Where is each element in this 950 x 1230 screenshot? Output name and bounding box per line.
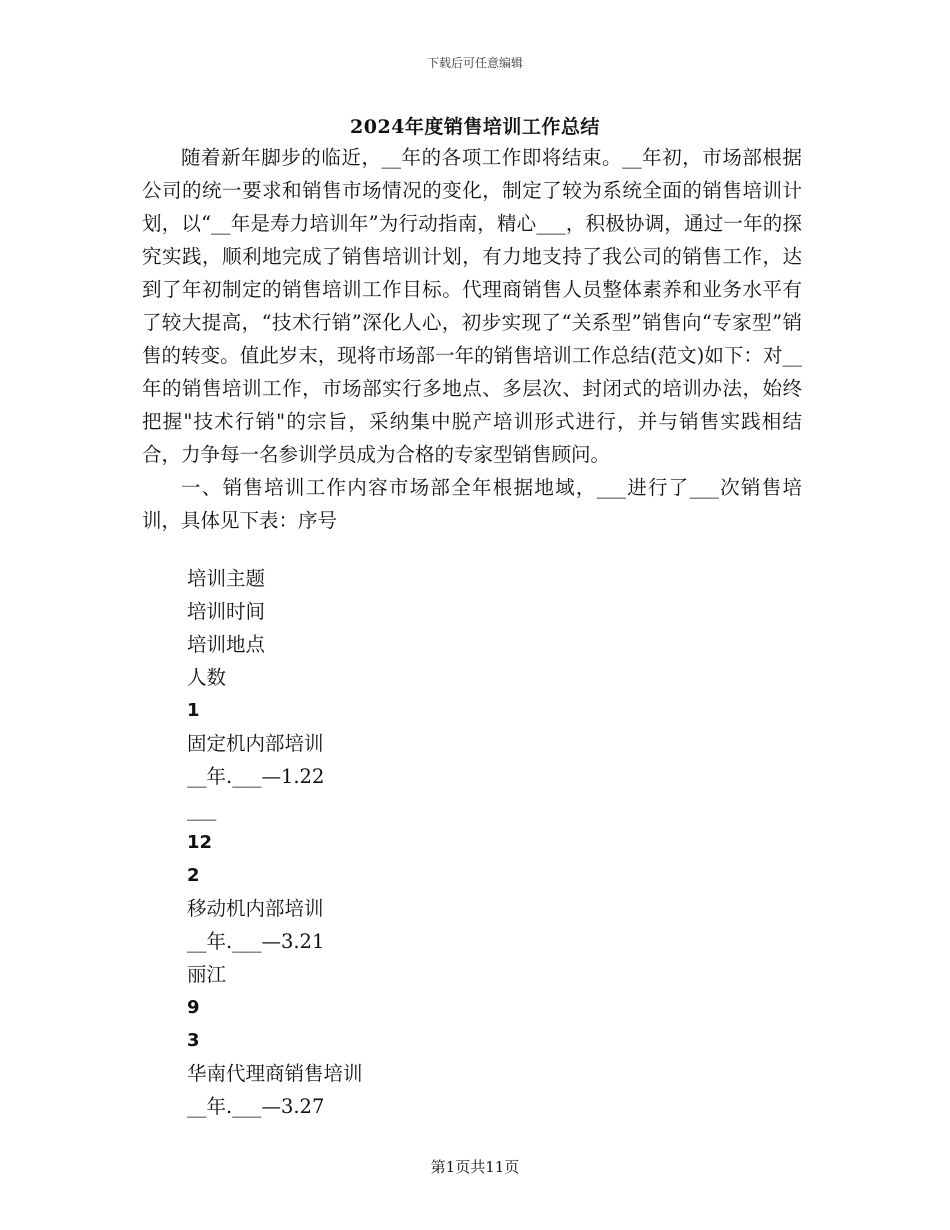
paragraph: 一、销售培训工作内容市场部全年根据地域，___进行了___次销售培训，具体见下表：序号 — [142, 476, 802, 532]
table-line: ___ — [187, 798, 217, 821]
document-title: 2024年度销售培训工作总结 — [350, 116, 600, 138]
table-line: 华南代理商销售培训 — [187, 1062, 363, 1085]
table-line: 9 — [187, 997, 200, 1018]
document-body — [142, 141, 802, 537]
table-line: 1 — [187, 700, 200, 721]
table-line: 2 — [187, 865, 200, 886]
table-line: 培训地点 — [187, 633, 266, 656]
page-footer: 第1页共11页 — [430, 1158, 520, 1176]
table-line: 丽江 — [187, 963, 227, 986]
table-line: 12 — [187, 832, 213, 853]
table-line: 固定机内部培训 — [187, 732, 324, 755]
table-line: __年.___—1.22 — [187, 765, 325, 788]
paragraph: 随着新年脚步的临近，__年的各项工作即将结束。__年初，市场部根据公司的统一要求和销售市场情况的变化，制定了较为系统全面的销售培训计划，以“__年是寿力培训年”为行动指南，精心___，积极协调，通过一年的探究实践，顺利地完成了销售培训计划，有力地支持了我公司的销售工作，达到了年初制定的销售培训工作目标。代理商销售人员整体素养和业务水平有了较大提高，“技术行销”深化人心，初步实现了“关系型”销售向“专家型”销售的转变。值此岁末，现将市场部一年的销售培训工作总结(范文)如下：对__年的销售培训工作，市场部实行多地点、多层次、封闭式的培训办法，始终把握"技术行销"的宗旨，采纳集中脱产培训形式进行，并与销售实践相结合，力争每一名参训学员成为合格的专家型销售顾问。 — [142, 146, 802, 466]
table-line: 人数 — [187, 666, 227, 689]
table-line: 移动机内部培训 — [187, 897, 324, 920]
header-note: 下载后可任意编辑 — [426, 56, 523, 70]
table-line: 培训主题 — [187, 567, 266, 590]
table-line: __年.___—3.21 — [187, 930, 325, 953]
table-line: 培训时间 — [187, 600, 266, 623]
table-line: __年.___—3.27 — [187, 1095, 325, 1118]
training-table-lines — [187, 562, 747, 1123]
table-line: 3 — [187, 1030, 200, 1051]
